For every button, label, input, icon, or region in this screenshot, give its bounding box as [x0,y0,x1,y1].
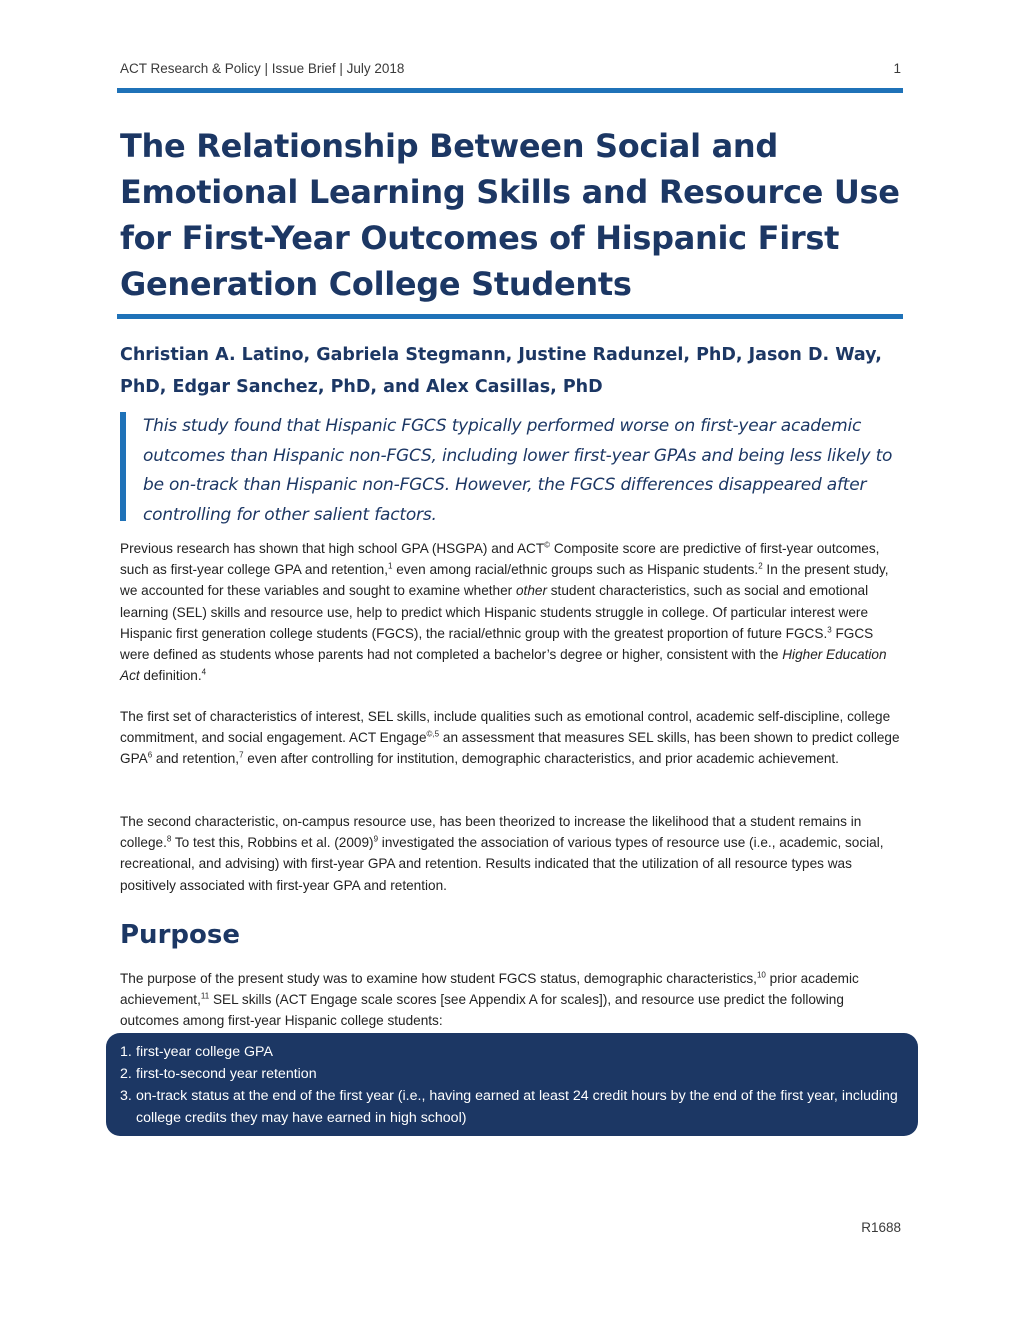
title-divider [117,314,903,319]
document-title: The Relationship Between Social and Emotional Learning Skills and Resource Use for First-Year Outcomes of Hispanic First Generation College Students [120,127,900,303]
list-number: 3. [120,1088,132,1104]
callout-accent-bar [120,412,126,521]
footnote-ref: 7 [239,750,244,760]
callout-text: This study found that Hispanic FGCS typically performed worse on first-year academic outcomes than Hispanic non-FGCS, including lower first-year GPAs and being less likely to be on-track than Hispanic non-FGCS. However, the FGCS differences disappeared after controlling for other salient factors. [143,416,893,525]
running-head [120,61,903,81]
footnote-ref: ©,5 [426,729,440,739]
author-list: Christian A. Latino, Gabriela Stegmann, Justine Radunzel, PhD, Jason D. Way, PhD, Edgar Sanchez, PhD, and Alex Casillas, PhD [120,345,882,397]
purpose-paragraph: The purpose of the present study was to examine how student FGCS status, demographic characteristics,$^{10}$ prior academic achievement,$^{11}$ SEL skills (ACT Engage scale scores [see Appendix A for scales]), and resource use predict the following outcomes among first-year Hispanic college students: [120,970,859,1029]
outcomes-box [106,1033,918,1136]
footnote-ref: © [544,540,551,550]
list-text: first-to-second year retention [136,1066,317,1082]
footnote-ref: 9 [373,834,379,844]
list-number: 1. [120,1044,132,1060]
intro-paragraph-2: The first set of characteristics of interest, SEL skills, include qualities such as emotional control, academic self-discipline, college commitment, and social engagement. ACT Engage$^{©,5}$ an assessment that measures SEL skills, has been shown to predict college GPA$^6$ and retention,$^7$ even after controlling for institution, demographic characteristics, and prior academic achievement. [120,709,900,767]
intro-paragraph-1: Previous research has shown that high school GPA (HSGPA) and ACT© Composite score are predictive of first-year outcomes, such as first-year college GPA and retention,$^1$ even among racial/ethnic groups such as Hispanic students.$^2$ In the present study, we accounted for these variables and sought to examine whether other student characteristics, such as social and emotional learning (SEL) skills and resource use, help to predict which Hispanic students struggle in college. Of particular interest were Hispanic first generation college students (FGCS), the racial/ethnic group with the greatest proportion of future FGCS.$^3$ FGCS were defined as students whose parents had not completed a bachelor’s degree or higher, consistent with the Higher Education Act definition.$^4$ [120,540,889,684]
footnote-ref: 2 [758,561,763,571]
footnote-ref: 10 [756,970,766,980]
key-finding-callout [120,412,903,525]
list-item [120,1063,918,1085]
footnote-ref: 4 [201,667,207,677]
footnote-ref: 6 [147,750,153,760]
list-text: on-track status at the end of the first year (i.e., having earned at least 24 credit hours by the end of the first year, including college credits they may have earned in high school) [136,1088,898,1126]
footnote-ref: 1 [388,561,393,571]
list-item [120,1085,918,1129]
outcomes-list [106,1033,918,1129]
purpose-heading: Purpose [120,920,240,950]
footnote-ref: 11 [200,991,210,1001]
list-item [120,1041,918,1063]
intro-paragraph-3: The second characteristic, on-campus resource use, has been theorized to increase the likelihood that a student remains in college.$^8$ To test this, Robbins et al. $(2009)^9$ investigated the association of various types of resource use (i.e., academic, social, recreational, and advising) with first-year GPA and retention. Results indicated that the utilization of all resource types was positively associated with first-year GPA and retention. [120,814,884,893]
document-code: R1688 [861,1220,901,1235]
footnote-ref: 8 [166,834,172,844]
header-divider [117,88,903,93]
running-head-text: ACT Research & Policy | Issue Brief | July 2018 [120,61,405,76]
footnote-ref: 3 [827,625,832,635]
list-text: first-year college GPA [136,1044,273,1060]
page-number: 1 [893,61,901,76]
list-number: 2. [120,1066,132,1082]
